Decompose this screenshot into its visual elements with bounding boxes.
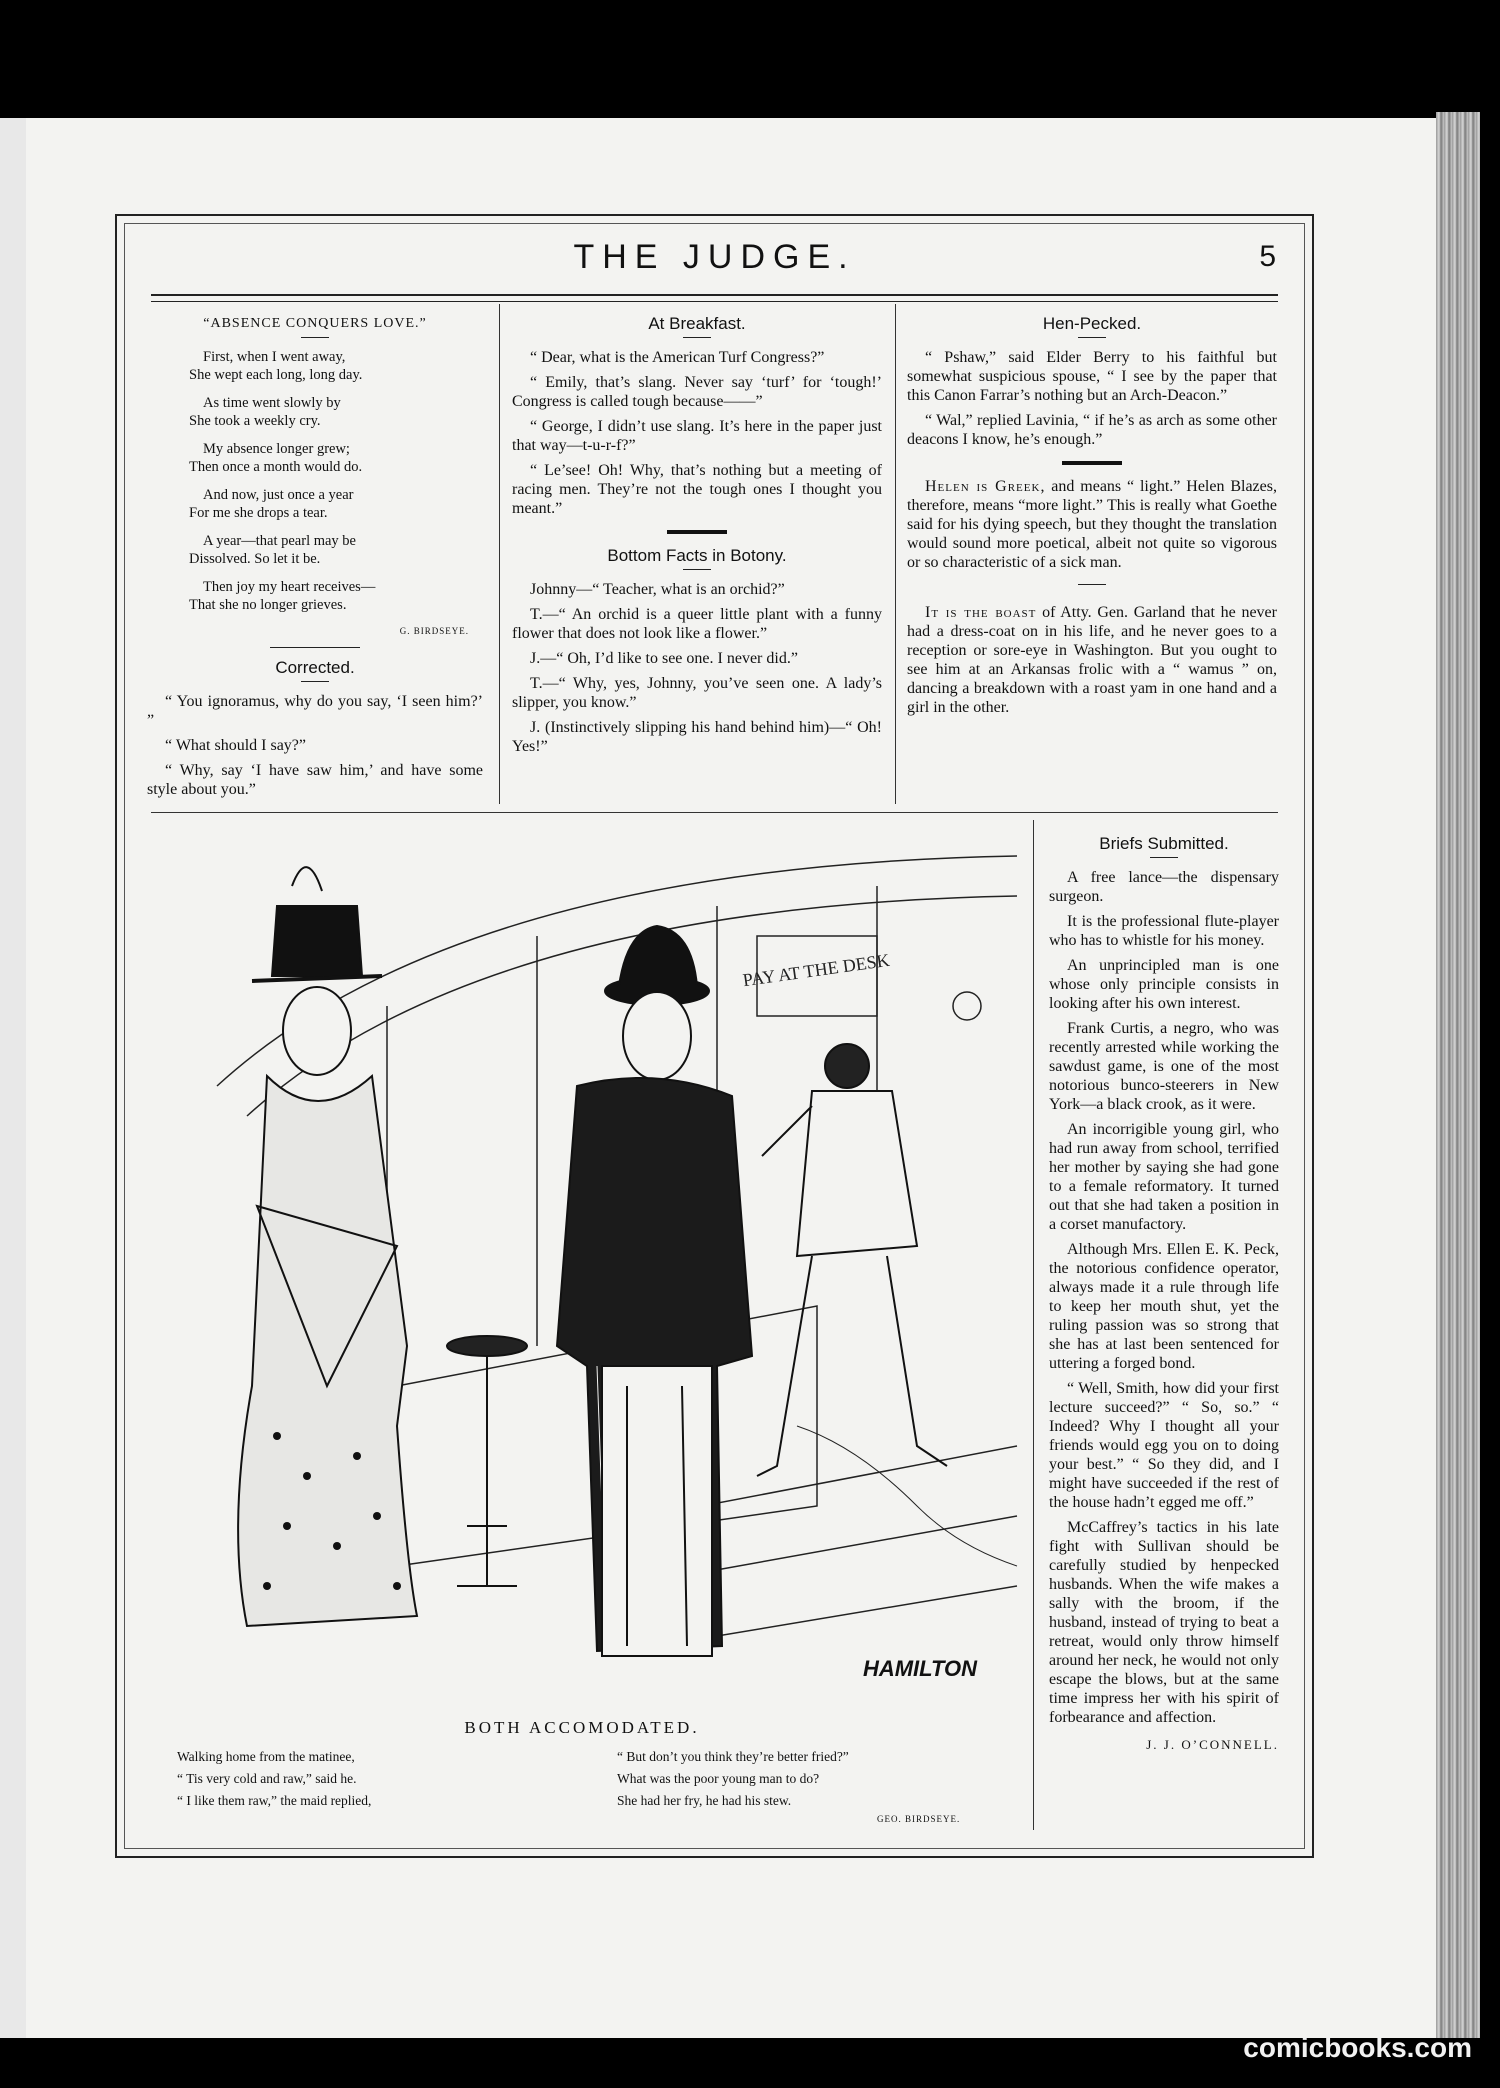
poem-line: My absence longer grew; <box>203 441 350 457</box>
verse-line: She had her fry, he had his stew. <box>617 1793 792 1808</box>
cartoon-illustration <box>157 826 1027 1706</box>
masthead-title: THE JUDGE. <box>573 238 856 276</box>
column-divider <box>895 304 896 804</box>
corrected-paragraph: “ Why, say ‘I have saw him,’ and have some style about you.” <box>147 762 483 798</box>
poem-line: First, when I went away, <box>203 349 346 365</box>
watermark: comicbooks.com <box>1243 2032 1472 2063</box>
briefs-paragraph: It is the professional flute-player who has to whistle for his money. <box>1049 913 1279 949</box>
book-binding <box>0 118 28 2038</box>
briefs-text <box>1049 868 1279 1727</box>
poem-line: Then joy my heart receives— <box>203 579 376 595</box>
botony-text <box>512 580 882 756</box>
poem-line: And now, just once a year <box>203 487 354 503</box>
botony-paragraph: J. (Instinctively slipping his hand behind him)—“ Oh! Yes!” <box>512 719 882 755</box>
verse-line: What was the poor young man to do? <box>617 1771 820 1786</box>
poem-stanza <box>189 486 483 522</box>
column-divider <box>499 304 500 804</box>
artist-signature: HAMILTON <box>862 1656 977 1681</box>
henpecked-paragraph: “ Wal,” replied Lavinia, “ if he’s as arch as some other deacons I know, he’s enough.” <box>907 412 1277 448</box>
corrected-title: Corrected. <box>275 658 355 677</box>
breakfast-paragraph: “ George, I didn’t use slang. It’s here in the paper just that way—t-u-r-f?” <box>512 418 882 454</box>
poem-line: She wept each long, long day. <box>189 367 363 383</box>
poem-stanza <box>189 440 483 476</box>
verse-signature: GEO. BIRDSEYE. <box>877 1814 961 1824</box>
section-divider <box>151 812 1278 813</box>
botony-paragraph: T.—“ An orchid is a queer little plant with a funny flower that does not look like a flower.” <box>512 606 882 642</box>
botony-paragraph: T.—“ Why, yes, Johnny, you’ve seen one. A lady’s slipper, you know.” <box>512 675 882 711</box>
botony-title: Bottom Facts in Botony. <box>607 546 787 565</box>
poem-stanza <box>189 348 483 384</box>
desk-sign-text: PAY AT THE DESK <box>741 949 891 991</box>
henpecked-paragraph: “ Pshaw,” said Elder Berry to his faithful but somewhat suspicious spouse, “ I see by the paper that this Canon Farrar’s nothing but an Arch-Deacon.” <box>907 349 1277 404</box>
botony-paragraph: Johnny—“ Teacher, what is an orchid?” <box>530 581 785 598</box>
column-1 <box>147 304 483 805</box>
corrected-paragraph: “ What should I say?” <box>165 737 306 754</box>
briefs-paragraph: A free lance—the dispensary surgeon. <box>1049 869 1279 905</box>
briefs-title: Briefs Submitted. <box>1099 834 1229 853</box>
poem-line: That she no longer grieves. <box>189 597 347 613</box>
henpecked-title: Hen-Pecked. <box>1042 314 1142 333</box>
poem-signature: G. BIRDSEYE. <box>399 626 469 636</box>
breakfast-text <box>512 348 882 518</box>
cartoon-caption: BOTH ACCOMODATED. <box>464 1718 700 1737</box>
poem-line: As time went slowly by <box>203 395 341 411</box>
briefs-column <box>1049 824 1279 1754</box>
verse-line: Walking home from the matinee, <box>177 1749 355 1764</box>
briefs-signature: J. J. O’CONNELL. <box>1146 1737 1279 1752</box>
poem-line: She took a weekly cry. <box>189 413 321 429</box>
poem-line: Then once a month would do. <box>189 459 363 475</box>
verse-line: “ Tis very cold and raw,” said he. <box>177 1771 357 1786</box>
poem-stanza <box>189 532 483 568</box>
poem-stanza <box>189 578 483 614</box>
poem-line: A year—that pearl may be <box>203 533 356 549</box>
page-stack-edge <box>1436 112 1480 2038</box>
page-number: 5 <box>1259 240 1276 273</box>
henpecked-text <box>907 348 1277 449</box>
briefs-paragraph: Although Mrs. Ellen E. K. Peck, the notorious confidence operator, always made it a rule through life to keep her mouth shut, yet the ruling passion was so strong that she has at last been sentenced for uttering a forged bond. <box>1049 1241 1279 1372</box>
verse-right <box>617 1746 1017 1812</box>
breakfast-paragraph: “ Emily, that’s slang. Never say ‘turf’ for ‘tough!’ Congress is called tough because——” <box>512 374 882 410</box>
verse-line: “ I like them raw,” the maid replied, <box>177 1793 372 1808</box>
column-2 <box>512 304 882 762</box>
briefs-paragraph: Frank Curtis, a negro, who was recently arrested while working the sawdust game, is one of the most notorious bunco-steerers in New York—a black crook, as it were. <box>1049 1020 1279 1113</box>
breakfast-title: At Breakfast. <box>648 314 746 333</box>
poem-stanza <box>189 394 483 430</box>
boast-paragraph: It is the boast of Atty. Gen. Garland that he never had a dress-coat on in his life, and he never goes to a reception or sore-eye in Washington. But you ought to see him at an Arkansas frolic with a “ wamus ” on, dancing a breakdown with a roast yam in one hand and a girl in the other. <box>907 604 1277 716</box>
briefs-paragraph: “ Well, Smith, how did your first lecture succeed?” “ So, so.” “ Indeed? Why I thought all your friends would egg you on to doing your best.” “ So they did, and I might have succeeded if the rest of the house hadn’t egged me off.” <box>1049 1380 1279 1511</box>
poem-line: For me she drops a tear. <box>189 505 328 521</box>
briefs-divider <box>1033 820 1034 1830</box>
masthead-rule <box>151 294 1278 302</box>
poem-line: Dissolved. So let it be. <box>189 551 321 567</box>
corrected-paragraph: “ You ignoramus, why do you say, ‘I seen him?’ ” <box>147 693 483 729</box>
poem-absence <box>189 348 483 614</box>
corrected-text <box>147 692 483 799</box>
poem-title: “ABSENCE CONQUERS LOVE.” <box>203 316 427 331</box>
botony-paragraph: J.—“ Oh, I’d like to see one. I never did.” <box>530 650 798 667</box>
verse-left <box>177 1746 577 1812</box>
page-frame <box>115 214 1314 1858</box>
verse-line: “ But don’t you think they’re better fried?” <box>617 1749 849 1764</box>
briefs-paragraph: An unprincipled man is one whose only principle consists in looking after his own interest. <box>1049 957 1279 1012</box>
briefs-paragraph: McCaffrey’s tactics in his late fight with Sullivan should be carefully studied by henpecked husbands. When the wife makes a sally with the broom, if the husband, instead of trying to beat a retreat, would only throw himself around her neck, he would not only escape the blows, but at the same time impress her with his spirit of forbearance and affection. <box>1049 1519 1279 1726</box>
helen-paragraph: Helen is Greek, and means “ light.” Helen Blazes, therefore, means “more light.” This is really what Goethe said for his dying speech, but they thought the translation would sound more poetical, albeit not quite so vigorous or so characteristic of a sick man. <box>907 478 1277 571</box>
breakfast-paragraph: “ Dear, what is the American Turf Congress?” <box>530 349 825 366</box>
briefs-paragraph: An incorrigible young girl, who had run away from school, terrified her mother by saying she had gone to a female reformatory. It turned out that she had taken a position in a corset manufactory. <box>1049 1121 1279 1233</box>
breakfast-paragraph: “ Le’see! Oh! Why, that’s nothing but a meeting of racing men. They’re not the tough ones I thought you meant.” <box>512 462 882 517</box>
column-3 <box>907 304 1277 723</box>
